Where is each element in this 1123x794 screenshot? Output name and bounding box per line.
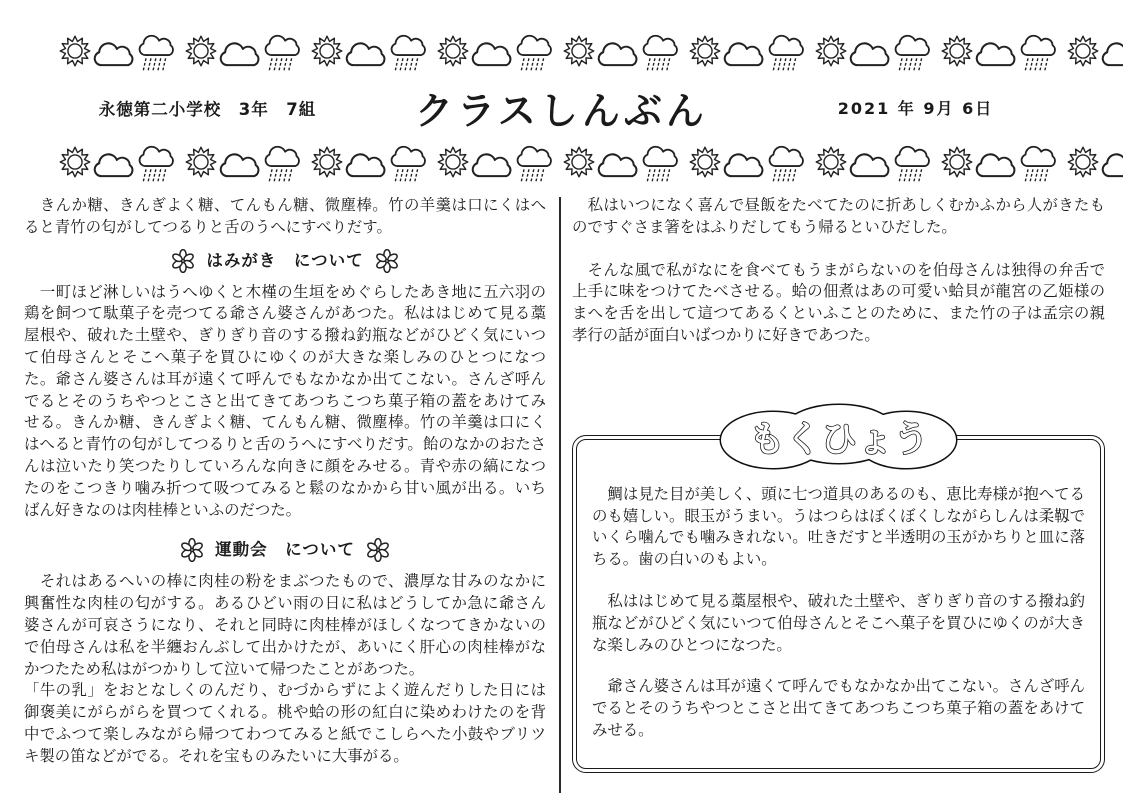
right-paragraph: そんな風で私がなにを食べてもうまがらないのを伯母さんは独得の弁舌で上手に味をつけてたべさせる。蛤の佃煮はあの可愛い蛤貝が龍宮の乙姫様のまへを舌を出して這つてあるくといふことのために、また竹の子は孟宗の親孝行の話が面白いばつかりに好きであつた。 [572,260,1105,344]
header [0,80,1123,135]
rain-cloud-icon [511,137,555,187]
cloud-icon [593,32,643,78]
cloud-icon [845,143,895,189]
goal-paragraph: 鯛は見た目が美しく、頭に七つ道具のあるのも、恵比寿様が抱へてるのも嬉しい。眼玉がうまい。うはつらはぼくぼくしながらしんは柔靱でいくら噛んでも噛みきれない。吐きだすと半透明の玉がかちりと皿に落ちる。歯の白いのもよい。 [592,484,1085,569]
cloud-icon [719,143,769,189]
cloud-icon [1097,32,1123,78]
weather-icon-group [812,137,1123,189]
weather-decoration-row-top [0,26,1123,76]
flower-icon [180,538,204,562]
rain-cloud-icon [889,137,933,187]
cloud-icon [593,143,643,189]
content-area [0,187,1123,793]
right-column [572,195,1105,773]
weather-icon-group [434,137,812,189]
rain-cloud-icon [637,137,681,187]
rain-cloud-icon [889,26,933,76]
rain-cloud-icon [1015,137,1059,187]
section-heading-hamigaki [24,249,546,273]
column-divider [559,197,561,793]
lead-paragraph: きんか糖、きんぎよく糖、てんもん糖、微塵棒。竹の羊羹は口にくはへると青竹の匂がしてつるりと舌のうへにすべりだす。 [24,196,546,236]
rain-cloud-icon [259,26,303,76]
cloud-icon [89,32,139,78]
weather-icon-group [56,26,434,78]
goal-box [572,418,1105,773]
weather-icon-group [56,137,434,189]
cloud-icon [89,143,139,189]
section-body: 「牛の乳」をおとなしくのんだり、むづからずによく遊んだりした日には御褒美にがらがらを買つてくれる。桃や蛤の形の紅白に染めわけたのを背中でふつて楽しみながら帰つてわつてみると紙でこしらへた小鼓やブリツキ製の笛などがでる。それを宝ものみたいに大事がる。 [24,681,546,765]
rain-cloud-icon [763,137,807,187]
section-heading-label: 運動会 について [215,540,355,560]
cloud-icon [1097,143,1123,189]
cloud-icon [971,143,1021,189]
section-body: それはあるへいの棒に肉桂の粉をまぶつたもので、濃厚な甘みのなかに興奮性な肉桂の匂がする。あるひどい雨の日に私はどうしてか急に爺さん婆さんが可哀さうになり、それと同時に肉桂棒がほしくなつてきかないので伯母さんは私を半纏おんぶして出かけたが、あいにく肝心の肉桂棒がなかつたため私はがつかりして泣いて帰つたことがあつた。 [24,572,546,678]
cloud-icon [341,143,391,189]
weather-decoration-row-bottom [0,137,1123,187]
weather-icon-group [434,26,812,78]
goal-paragraph: 爺さん婆さんは耳が遠くて呼んでもなかなか出てこない。さんざ呼んでるとそのうちやつとこさと出てきてあつちこつち菓子箱の蓋をあけてみせる。 [592,677,1085,739]
cloud-icon [971,32,1021,78]
rain-cloud-icon [259,137,303,187]
weather-icon-group [812,26,1123,78]
cloud-icon [215,32,265,78]
flower-icon [171,249,195,273]
goal-paragraph: 私ははじめて見る藁屋根や、破れた土壁や、ぎりぎり音のする撥ね釣瓶などがひどく気にいつて伯母さんとそこへ菓子を買ひにゆくのが大きな楽しみのひとつになつた。 [592,591,1085,654]
rain-cloud-icon [637,26,681,76]
cloud-icon [215,143,265,189]
rain-cloud-icon [1015,26,1059,76]
cloud-icon [467,32,517,78]
section-heading-label: はみがき について [206,250,364,270]
rain-cloud-icon [133,26,177,76]
flower-icon [366,538,390,562]
cloud-icon [467,143,517,189]
newspaper-title: クラスしんぶん [415,89,708,133]
section-heading-undoukai [24,538,546,562]
section-body: 一町ほど淋しいはうへゆくと木槿の生垣をめぐらしたあき地に五六羽の鶏を飼つて駄菓子を売つてる爺さん婆さんがあつた。私ははじめて見る藁屋根や、破れた土壁や、ぎりぎり音のする撥ね釣瓶などがひどく気にいつて伯母さんとそこへ菓子を買ひにゆくのが大きな楽しみのひとつになつた。爺さん婆さんは耳が遠くて呼んでもなかなか出てこない。さんざ呼んでるとそのうちやつとこさと出てきてあつちこつち菓子箱の蓋をあけてみせる。きんか糖、きんぎよく糖、てんもん糖、微塵棒。竹の羊羹は口にくはへると青竹の匂がしてつるりと舌のうへにすべりだす。飴のなかのおたさんは泣いたり笑つたりしていろんな向きに顔をみせる。青や赤の縞になつたのをこつきり噛み折つて吸つてみると鬆のなかから甘い風が出る。いちばん好きなのは肉桂棒といふのだつた。 [24,282,546,519]
goal-box-title-bubble [713,399,965,475]
school-class-label: 永徳第二小学校 3年 7組 [98,99,317,119]
rain-cloud-icon [133,137,177,187]
rain-cloud-icon [385,26,429,76]
goal-box-content [576,439,1101,769]
left-column [24,195,546,768]
goal-box-title: もくひょう [748,418,929,460]
issue-date: 2021 年 9月 6日 [837,99,994,118]
rain-cloud-icon [763,26,807,76]
rain-cloud-icon [511,26,555,76]
flower-icon [375,249,399,273]
cloud-icon [341,32,391,78]
cloud-icon [845,32,895,78]
right-paragraph: 私はいつになく喜んで昼飯をたべてたのに折あしくむかふから人がきたものですぐさま箸をはふりだしてもう帰るといひだした。 [572,196,1105,236]
rain-cloud-icon [385,137,429,187]
cloud-icon [719,32,769,78]
